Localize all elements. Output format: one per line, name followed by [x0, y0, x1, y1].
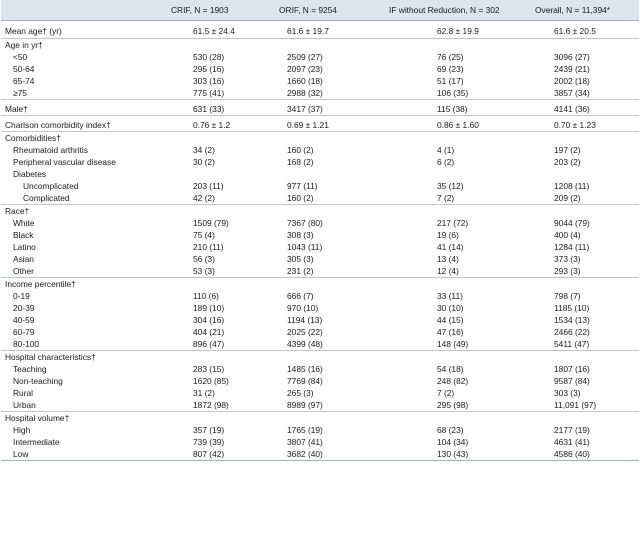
- cell-if: 76 (25): [437, 52, 464, 62]
- table-row: [1, 241, 639, 253]
- header-if-without-reduction: IF without Reduction, N = 302: [375, 0, 509, 21]
- row-label: Non-teaching: [13, 376, 63, 386]
- table-row: [1, 363, 639, 375]
- cell-overall: 61.6 ± 20.5: [554, 26, 596, 36]
- cell-overall: 303 (3): [554, 388, 581, 398]
- cell-overall: 1284 (11): [554, 242, 590, 252]
- table-row: [1, 338, 639, 351]
- table-header-row: [1, 0, 639, 21]
- cell-overall: 0.70 ± 1.23: [509, 116, 639, 132]
- cell-orif: 1765 (19): [287, 425, 323, 435]
- cell-orif: 8989 (97): [287, 400, 323, 410]
- row-label: Low: [1, 448, 149, 461]
- cell-orif: 977 (11): [287, 181, 318, 191]
- cell-crif: 739 (39): [193, 437, 225, 447]
- cell-if: 69 (23): [437, 64, 464, 74]
- cell-crif: 30 (2): [193, 157, 215, 167]
- cell-orif: 265 (3): [287, 388, 314, 398]
- cell-orif: 3682 (40): [257, 448, 375, 461]
- table-row: [1, 375, 639, 387]
- cell-if: 248 (82): [437, 376, 469, 386]
- section-label: Income percentile†: [1, 278, 149, 291]
- row-label: Rheumatoid arthritis: [13, 145, 88, 155]
- table-row: [1, 290, 639, 302]
- table-row: [1, 448, 639, 461]
- row-label: White: [13, 218, 35, 228]
- cell-crif: 807 (42): [149, 448, 257, 461]
- section-label: Hospital characteristics†: [1, 351, 149, 364]
- cell-if: 19 (6): [437, 230, 459, 240]
- row-label: Charlson comorbidity index†: [1, 116, 149, 132]
- table-row: [1, 412, 639, 425]
- table-row: [1, 100, 639, 116]
- table-row: [1, 326, 639, 338]
- table-row: [1, 399, 639, 412]
- cell-orif: 231 (2): [287, 266, 314, 276]
- row-label: 0-19: [13, 291, 30, 301]
- cell-overall: 2177 (19): [554, 425, 590, 435]
- cell-crif: 56 (3): [193, 254, 215, 264]
- cell-crif: 295 (16): [193, 64, 225, 74]
- cell-if: 106 (35): [437, 88, 469, 98]
- cell-orif: 1485 (16): [287, 364, 323, 374]
- cell-orif: 1043 (11): [287, 242, 323, 252]
- cell-crif: 530 (28): [193, 52, 225, 62]
- cell-orif: 168 (2): [287, 157, 314, 167]
- table-row: [1, 132, 639, 145]
- subsection-label: Diabetes: [13, 169, 47, 179]
- row-label: Asian: [13, 254, 34, 264]
- cell-if: 0.86 ± 1.60: [375, 116, 509, 132]
- header-overall: Overall, N = 11,394*: [509, 0, 639, 21]
- cell-crif: 303 (16): [193, 76, 225, 86]
- cell-if: 13 (4): [437, 254, 459, 264]
- demographics-table: [1, 0, 639, 461]
- section-label: Comorbidities†: [1, 132, 149, 145]
- cell-if: 217 (72): [437, 218, 469, 228]
- table-row: [1, 156, 639, 168]
- table-row: [1, 278, 639, 291]
- cell-overall: 1534 (13): [554, 315, 590, 325]
- row-label: 65-74: [13, 76, 35, 86]
- row-label: 80-100: [13, 339, 40, 349]
- row-label: Urban: [13, 400, 36, 410]
- table-row: [1, 51, 639, 63]
- table-row: [1, 168, 639, 180]
- cell-orif: 0.69 ± 1.21: [257, 116, 375, 132]
- cell-orif: 7367 (80): [287, 218, 323, 228]
- cell-overall: 9044 (79): [554, 218, 590, 228]
- row-label: 60-79: [13, 327, 35, 337]
- row-label: Intermediate: [13, 437, 60, 447]
- section-label: Age in yr†: [1, 39, 149, 52]
- cell-overall: 3857 (34): [554, 88, 590, 98]
- cell-if: 130 (43): [375, 448, 509, 461]
- cell-overall: 4631 (41): [554, 437, 590, 447]
- cell-if: 4 (1): [437, 145, 455, 155]
- cell-crif: 61.5 ± 24.4: [193, 26, 235, 36]
- row-label: Latino: [13, 242, 36, 252]
- row-label: Peripheral vascular disease: [13, 157, 116, 167]
- cell-if: 33 (11): [437, 291, 463, 301]
- cell-overall: 400 (4): [554, 230, 581, 240]
- cell-crif: 75 (4): [193, 230, 215, 240]
- table-row: [1, 436, 639, 448]
- cell-crif: 203 (11): [193, 181, 224, 191]
- cell-crif: 53 (3): [193, 266, 215, 276]
- table-row: [1, 180, 639, 192]
- cell-overall: 373 (3): [554, 254, 581, 264]
- table-row: [1, 253, 639, 265]
- cell-crif: 0.76 ± 1.2: [149, 116, 257, 132]
- row-label: Black: [13, 230, 34, 240]
- table-row: [1, 217, 639, 229]
- cell-if: 47 (16): [437, 327, 464, 337]
- cell-orif: 308 (3): [287, 230, 314, 240]
- cell-orif: 3807 (41): [287, 437, 323, 447]
- cell-overall: 11,091 (97): [554, 400, 597, 410]
- cell-if: 7 (2): [437, 193, 455, 203]
- cell-orif: 2097 (23): [287, 64, 323, 74]
- cell-crif: 896 (47): [193, 339, 225, 349]
- row-label: Male†: [1, 100, 149, 116]
- header-crif: CRIF, N = 1903: [149, 0, 257, 21]
- row-label: High: [13, 425, 31, 435]
- cell-if: 68 (23): [437, 425, 464, 435]
- table-row: [1, 39, 639, 52]
- table-row: [1, 116, 639, 132]
- row-label: Mean age† (yr): [5, 26, 62, 36]
- cell-orif: 2988 (32): [287, 88, 323, 98]
- cell-if: 44 (15): [437, 315, 464, 325]
- cell-overall: 1807 (16): [554, 364, 590, 374]
- row-label: 50-64: [13, 64, 35, 74]
- cell-overall: 4586 (40): [509, 448, 639, 461]
- table-row: [1, 75, 639, 87]
- row-label: ≥75: [13, 88, 27, 98]
- table-row: [1, 424, 639, 436]
- cell-orif: 3417 (37): [257, 100, 375, 116]
- cell-if: 41 (14): [437, 242, 464, 252]
- cell-crif: 110 (6): [193, 291, 219, 301]
- table-row: [1, 351, 639, 364]
- cell-crif: 1872 (98): [193, 400, 229, 410]
- cell-overall: 9587 (84): [554, 376, 590, 386]
- table-row: [1, 63, 639, 75]
- cell-if: 30 (10): [437, 303, 464, 313]
- cell-crif: 283 (15): [193, 364, 225, 374]
- cell-overall: 1185 (10): [554, 303, 590, 313]
- table-row: [1, 192, 639, 205]
- cell-orif: 305 (3): [287, 254, 314, 264]
- cell-if: 295 (98): [437, 400, 469, 410]
- table-row: [1, 144, 639, 156]
- row-label: Uncomplicated: [23, 181, 79, 191]
- cell-crif: 31 (2): [193, 388, 215, 398]
- cell-if: 6 (2): [437, 157, 455, 167]
- cell-overall: 2466 (22): [554, 327, 590, 337]
- table-row: [1, 265, 639, 278]
- cell-overall: 2002 (18): [554, 76, 590, 86]
- section-label: Hospital volume†: [1, 412, 149, 425]
- cell-overall: 203 (2): [554, 157, 581, 167]
- cell-if: 115 (38): [375, 100, 509, 116]
- header-orif: ORIF, N = 9254: [257, 0, 375, 21]
- cell-overall: 3096 (27): [554, 52, 590, 62]
- header-blank: [1, 0, 149, 21]
- cell-overall: 798 (7): [554, 291, 581, 301]
- row-label: <50: [13, 52, 28, 62]
- cell-orif: 1194 (13): [287, 315, 323, 325]
- row-label: Other: [13, 266, 34, 276]
- cell-crif: 34 (2): [193, 145, 215, 155]
- cell-if: 35 (12): [437, 181, 464, 191]
- cell-orif: 4399 (48): [287, 339, 323, 349]
- cell-orif: 970 (10): [287, 303, 319, 313]
- cell-overall: 209 (2): [554, 193, 581, 203]
- cell-crif: 1509 (79): [193, 218, 229, 228]
- cell-if: 54 (18): [437, 364, 464, 374]
- cell-if: 7 (2): [437, 388, 455, 398]
- row-label: Complicated: [23, 193, 70, 203]
- cell-crif: 631 (33): [149, 100, 257, 116]
- cell-overall: 293 (3): [554, 266, 581, 276]
- cell-crif: 775 (41): [193, 88, 225, 98]
- cell-orif: 7769 (84): [287, 376, 323, 386]
- cell-if: 148 (49): [437, 339, 469, 349]
- table-row: [1, 302, 639, 314]
- cell-orif: 2509 (27): [287, 52, 323, 62]
- cell-overall: 2439 (21): [554, 64, 590, 74]
- cell-orif: 2025 (22): [287, 327, 323, 337]
- cell-crif: 1620 (85): [193, 376, 229, 386]
- table-row: [1, 87, 639, 100]
- table-row: [1, 314, 639, 326]
- cell-orif: 666 (7): [287, 291, 314, 301]
- cell-if: 104 (34): [437, 437, 469, 447]
- table-row: [1, 205, 639, 218]
- cell-overall: 5411 (47): [554, 339, 590, 349]
- cell-crif: 404 (21): [193, 327, 225, 337]
- row-label: 40-59: [13, 315, 35, 325]
- cell-orif: 160 (2): [287, 145, 314, 155]
- cell-orif: 1660 (18): [287, 76, 323, 86]
- cell-crif: 189 (10): [193, 303, 225, 313]
- cell-orif: 160 (2): [287, 193, 314, 203]
- cell-if: 51 (17): [437, 76, 464, 86]
- cell-crif: 304 (16): [193, 315, 225, 325]
- table-row: [1, 21, 639, 39]
- cell-overall: 197 (2): [554, 145, 581, 155]
- row-label: Teaching: [13, 364, 47, 374]
- row-label: 20-39: [13, 303, 35, 313]
- section-label: Race†: [1, 205, 149, 218]
- row-label: Rural: [13, 388, 34, 398]
- cell-overall: 1208 (11): [554, 181, 590, 191]
- cell-if: 12 (4): [437, 266, 459, 276]
- table-row: [1, 229, 639, 241]
- table-row: [1, 387, 639, 399]
- cell-if: 62.8 ± 19.9: [437, 26, 479, 36]
- cell-orif: 61.6 ± 19.7: [287, 26, 329, 36]
- cell-crif: 210 (11): [193, 242, 224, 252]
- cell-crif: 357 (19): [193, 425, 225, 435]
- cell-crif: 42 (2): [193, 193, 215, 203]
- cell-overall: 4141 (36): [509, 100, 639, 116]
